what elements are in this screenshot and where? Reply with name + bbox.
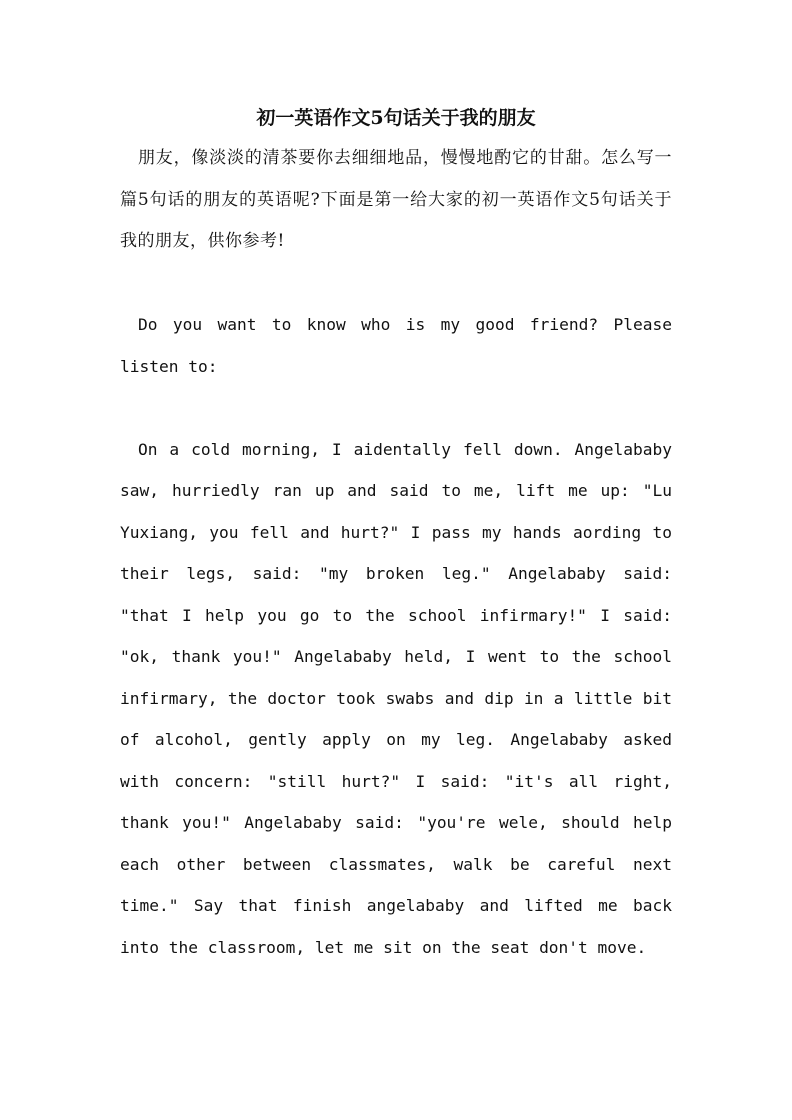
intro-paragraph: 朋友，像淡淡的清茶要你去细细地品，慢慢地酌它的甘甜。怎么写一篇5句话的朋友的英语呢?下面是第一给大家的初一英语作文5句话关于我的朋友，供你参考! bbox=[120, 148, 672, 251]
document-page bbox=[120, 98, 672, 968]
document-title: 初一英语作文5句话关于我的朋友 bbox=[256, 107, 536, 129]
paragraph-spacer bbox=[120, 263, 672, 305]
paragraph-story: On a cold morning, I aidentally fell down. Angelababy saw, hurriedly ran up and said to me, lift me up: "Lu Yuxiang, you fell and hurt?" I pass my hands aording to their legs, said: "my broken leg." Angelababy said: "that I help you go to the school infirmary!" I said: "ok, thank you!" Angelababy held, I went to the school infirmary, the doctor took swabs and dip in a little bit of alcohol, gently apply on my leg. Angelababy asked with concern: "still hurt?" I said: "it's all right, thank you!" Angelababy said: "you're wele, should help each other between classmates, walk be careful next time." Say that finish angelababy and lifted me back into the classroom, let me sit on the seat don't move. bbox=[120, 439, 672, 957]
paragraph-spacer bbox=[120, 387, 672, 429]
paragraph-question: Do you want to know who is my good friend? Please listen to: bbox=[120, 315, 672, 376]
